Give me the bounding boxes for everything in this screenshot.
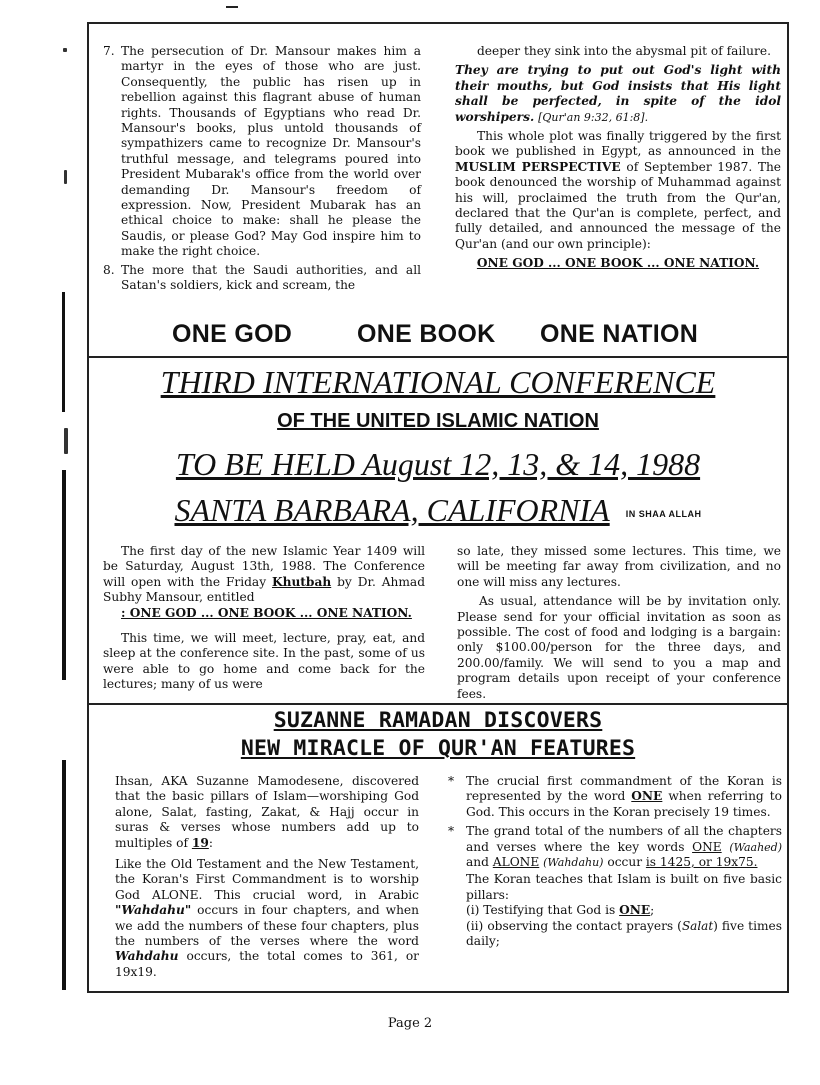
conference-column-right (457, 544, 781, 706)
page-number: Page 2 (387, 1016, 433, 1031)
plot-paragraph (455, 129, 781, 252)
conference-paragraph: so late, they missed some lectures. This time, we will be meeting far away from civilization, and no one will miss any lectures. (457, 544, 781, 589)
wahdahu-term: "Wahdahu" (115, 903, 192, 918)
margin-bar (62, 760, 66, 990)
alone-term: ALONE (492, 855, 540, 870)
wahdahu-term: Wahdahu (115, 949, 179, 964)
conference-location: SANTA BARBARA, CALIFORNIA (174, 492, 610, 528)
slogan-one-god: ONE GOD (172, 320, 293, 348)
inshaa-allah: IN SHAA ALLAH (625, 508, 702, 519)
paragraph-text: The crucial first commandment of the Koran is represented by the word (466, 774, 782, 804)
paragraph-text: Like the Old Testament and the New Testament, the Koran's First Commandment is to worship God ALONE. This crucial word, in Arabic (115, 857, 419, 902)
one-term: ONE (619, 903, 651, 918)
pillars-intro: The Koran teaches that Islam is built on five basic pillars: (466, 872, 782, 902)
margin-bar (62, 470, 66, 680)
paragraph-text: (i) Testifying that God is (466, 903, 620, 918)
item-number: 8. (103, 262, 115, 277)
paragraph-text: occurs, the total comes to 361, or 19x19. (115, 949, 419, 979)
list-item (103, 263, 421, 294)
pillar-item (466, 903, 782, 918)
list-item (103, 44, 421, 260)
paragraph-text: (ii) observing the contact prayers ( (466, 918, 682, 933)
one-term: ONE (631, 789, 663, 804)
quote-reference: [Qur'an 9:32, 61:8]. (538, 110, 649, 124)
paragraph-text: The grand total of the numbers of all the chapters and verses where the key words (466, 824, 782, 854)
paragraph-text: This whole plot was finally triggered by the first book we published in Egypt, as announced in the (455, 129, 781, 159)
paragraph-text: when referring to God. This occurs in the Koran precisely 19 times. (466, 789, 782, 819)
article-column-top-right (455, 44, 781, 276)
pillar-item (466, 919, 782, 950)
quote-text: They are trying to put out God's light with their mouths, but God insists that His light shall be perfected, in spite of the idol worshipers. (455, 63, 781, 124)
publication-name: MUSLIM PERSPECTIVE (455, 159, 621, 174)
top-tick-mark (226, 6, 238, 8)
slogan-one-nation: ONE NATION (540, 320, 699, 348)
paragraph-text: The first day of the new Islamic Year 1409 will be Saturday, August 13th, 1988. The Conference will open with the Friday (103, 544, 425, 589)
slogan-one-book: ONE BOOK (357, 320, 496, 348)
margin-dot (63, 48, 67, 52)
paragraph-text: by Dr. Ahmad Subhy Mansour, entitled (103, 574, 425, 605)
paragraph-text: ; (650, 903, 655, 918)
conference-title: THIRD INTERNATIONAL CONFERENCE (160, 364, 716, 400)
conference-paragraph: This time, we will meet, lecture, pray, eat, and sleep at the conference site. In the past, some of us were able to go home and come back for the lectures; many of us were (103, 631, 425, 692)
section-divider-top (87, 356, 789, 358)
item-text: The persecution of Dr. Mansour makes him a martyr in the eyes of those who are just. Consequently, the public has risen up in rebellion against this flagrant abuse of human rights. Thousands of Egyptians who read Dr. Mansour's books, plus untold thousands of sympathizers came to recognize Dr. Mansour's truthful message, and telegrams poured into President Mubarak's office from the world over demanding Dr. Mansour's freedom of expression. Now, President Mubarak has an ethical choice to make: shall he please the Saudis, or please God? May God inspire him to make the right choice. (121, 44, 421, 259)
discovery-title-line1: SUZANNE RAMADAN DISCOVERS (273, 708, 603, 733)
khutbah-title: : ONE GOD ... ONE BOOK ... ONE NATION. (121, 605, 412, 620)
waahed-term: (Waahed) (729, 840, 782, 854)
discovery-paragraph (115, 857, 419, 980)
paragraph-text: occur (603, 855, 646, 870)
margin-bar (62, 292, 65, 412)
discovery-column-left (115, 774, 419, 984)
closing-slogan: ONE GOD ... ONE BOOK ... ONE NATION. (476, 256, 760, 271)
total-value: is 1425, or 19x75. (645, 855, 758, 870)
discovery-paragraph (115, 774, 419, 851)
paragraph-text: Ihsan, AKA Suzanne Mamodesene, discovered that the basic pillars of Islam—worshiping God alone, Salat, fasting, Zakat, & Hajj occur in suras & verses whose numbers add up to multiples of (115, 774, 419, 850)
conference-dates: TO BE HELD August 12, 13, & 14, 1988 (175, 446, 701, 482)
khutbah-term: Khutbah (271, 574, 332, 589)
quran-quote (455, 63, 781, 125)
margin-dot (64, 170, 67, 184)
wahdahu-term: (Wahdahu) (543, 856, 604, 870)
paragraph-text: and (466, 855, 493, 870)
article-column-top-left (103, 44, 421, 297)
conference-paragraph (103, 544, 425, 621)
paragraph-text: of September 1987. The book denounced the worship of Muhammad against his will, proclaimed the truth from the Qur'an, declared that the Qur'an is complete, perfect, and fully detailed, and announced the message of the Qur'an (and our own principle): (455, 159, 782, 251)
conference-column-left (103, 544, 425, 697)
paragraph-text: : (208, 835, 213, 850)
list-item (446, 824, 782, 949)
item-number: 7. (103, 44, 115, 58)
continued-text: deeper they sink into the abysmal pit of failure. (477, 44, 771, 58)
bullet-mark: * (448, 824, 455, 839)
conference-location-line (90, 492, 786, 529)
discovery-title-line2: NEW MIRACLE OF QUR'AN FEATURES (240, 736, 636, 761)
conference-subtitle: OF THE UNITED ISLAMIC NATION (277, 410, 599, 432)
paragraph-text: ) five times daily; (466, 918, 782, 949)
conference-paragraph: As usual, attendance will be by invitation only. Please send for your official invitation as soon as possible. The cost of food and lodging is a bargain: only $100.00/person for the three days, and 200.00/family. We will send to you a map and program details upon receipt of your conference fees. (457, 594, 781, 701)
one-term: ONE (692, 839, 722, 854)
bullet-mark: * (448, 774, 455, 788)
list-item (446, 774, 782, 820)
paragraph-text: occurs in four chapters, and when we add the numbers of these four chapters, plus the numbers of the verses where the word (115, 903, 419, 949)
item-text: The more that the Saudi authorities, and all Satan's soldiers, kick and scream, the (121, 262, 421, 293)
margin-dot (64, 428, 68, 454)
nineteen-value: 19 (191, 835, 209, 850)
discovery-column-right (446, 774, 782, 952)
salat-term: Salat (681, 918, 714, 933)
